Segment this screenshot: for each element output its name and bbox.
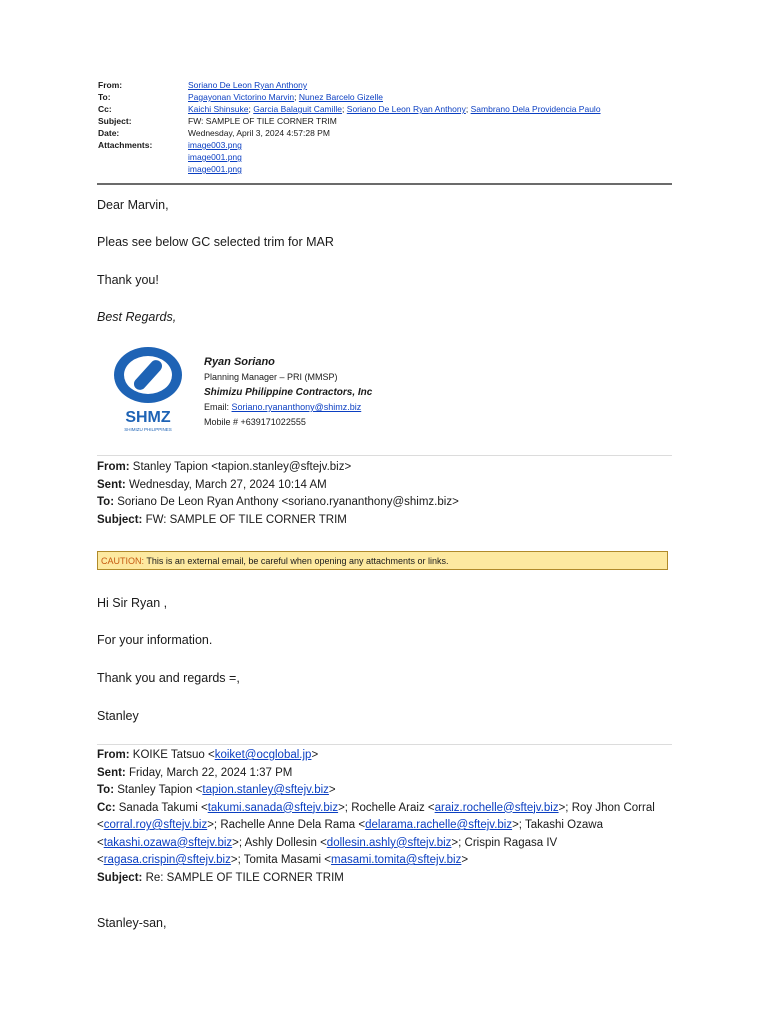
header-from-row <box>98 79 601 91</box>
cc-link-3[interactable]: Soriano De Leon Ryan Anthony <box>346 104 466 114</box>
signature-title: Planning Manager – PRI (MMSP) <box>204 372 338 382</box>
signature-name: Ryan Soriano <box>204 356 275 368</box>
cc-name: Sanada Takumi <box>118 801 198 814</box>
header-cc-row: Cc: Kaichi Shinsuke; Garcia Balaguit Camille; Soriano De Leon Ryan Anthony; Sambrano Dela Providencia Paulo <box>98 104 601 114</box>
logo-subtext: SHIMIZU PHILIPPINES <box>124 427 172 432</box>
fwd2-subject: Re: SAMPLE OF TILE CORNER TRIM <box>145 871 344 884</box>
cc-email-link[interactable]: masami.tomita@sftejv.biz <box>331 854 462 866</box>
fwd1-sent-label: Sent: <box>97 478 126 491</box>
header-subject-row <box>98 115 601 127</box>
greeting-text-2: Hi Sir Ryan , <box>97 596 168 610</box>
cc-name: Rochelle Araiz <box>351 801 425 814</box>
regards-text: Best Regards, <box>97 310 177 324</box>
forward-header-1 <box>97 459 677 529</box>
fwd1-subject-label: Subject: <box>97 513 143 526</box>
header-attachments-row <box>98 139 601 175</box>
from-link[interactable]: Soriano De Leon Ryan Anthony <box>188 80 308 90</box>
cc-label: Cc: <box>98 104 112 114</box>
fwd2-to-label: To: <box>97 784 115 796</box>
thanks-text: Thank you! <box>97 273 159 287</box>
attachments-label: Attachments: <box>98 140 153 150</box>
cc-name: Ashly Dollesin <box>244 836 317 849</box>
fwd2-from-name: KOIKE Tatsuo < <box>132 749 215 761</box>
signature-block <box>108 345 508 435</box>
date-label: Date: <box>98 128 120 138</box>
fwd2-subject-label: Subject: <box>97 871 143 884</box>
signature-email-link[interactable]: Soriano.ryananthony@shimz.biz <box>231 402 362 412</box>
fwd2-sent: Friday, March 22, 2024 1:37 PM <box>128 766 293 779</box>
fwd1-to: Soriano De Leon Ryan Anthony <soriano.ryananthony@shimz.biz> <box>117 496 459 508</box>
signature-text <box>204 355 372 430</box>
thanks-text-2: Thank you and regards =, <box>97 671 240 685</box>
fwd2-cc: Cc: Sanada Takumi <takumi.sanada@sftejv.biz>; Rochelle Araiz <araiz.rochelle@sftejv.biz>; Roy Jhon Corral <corral.roy@sftejv.biz>; Rachelle Anne Dela Rama <delarama.rachelle@sftejv.biz>; Takashi Ozawa <takashi.ozawa@sftejv.biz>; Ashly Dollesin <dollesin.ashly@sftejv.biz>; Crispin Ragasa IV <ragasa.crispin@sftejv.biz>; Tomita Masami <masami.tomita@sftejv.biz> <box>97 801 655 866</box>
header-date-row <box>98 127 601 139</box>
signature-mobile: Mobile # +639171022555 <box>204 417 306 427</box>
fwd2-to-name: Stanley Tapion < <box>117 784 203 796</box>
cc-email-link[interactable]: corral.roy@sftejv.biz <box>103 819 208 831</box>
subject-label: Subject: <box>98 116 132 126</box>
cc-email-link[interactable]: takumi.sanada@sftejv.biz <box>207 801 339 814</box>
caution-banner <box>97 551 668 570</box>
divider-1 <box>97 455 672 456</box>
cc-email-link[interactable]: araiz.rochelle@sftejv.biz <box>434 801 559 814</box>
header-to-row: To: Pagayonan Victorino Marvin; Nunez Barcelo Gizelle <box>98 92 383 102</box>
greeting-text-3: Stanley-san, <box>97 916 167 930</box>
to-link-2[interactable]: Nunez Barcelo Gizelle <box>298 92 383 102</box>
cc-name: Rachelle Anne Dela Rama <box>220 819 356 831</box>
fwd2-to-email[interactable]: tapion.stanley@sftejv.biz <box>202 784 329 796</box>
forward-header-2: From: KOIKE Tatsuo <koiket@ocglobal.jp> Sent: Friday, March 22, 2024 1:37 PM To: Stanley Tapion <tapion.stanley@sftejv.biz> Cc: Sanada Takumi <takumi.sanada@sftejv.biz>; Rochelle Araiz <araiz.rochelle@sftejv.biz>; Roy Jhon Corral <corral.roy@sftejv.biz>; Rachelle Anne Dela Rama <delarama.rachelle@sftejv.biz>; Takashi Ozawa <takashi.ozawa@sftejv.biz>; Ashly Dollesin <dollesin.ashly@sftejv.biz>; Crispin Ragasa IV <ragasa.crispin@sftejv.biz>; Tomita Masami <masami.tomita@sftejv.biz> Subject: Re: SAMPLE OF TILE CORNER TRIM <box>97 747 677 887</box>
cc-name: Takashi Ozawa <box>525 819 603 831</box>
attachment-link-1[interactable]: image003.png <box>188 140 242 150</box>
body-line-2: For your information. <box>97 633 213 647</box>
header-divider <box>97 183 672 185</box>
cc-name: Crispin Ragasa IV <box>464 836 558 849</box>
divider-2 <box>97 744 672 745</box>
cc-email-link[interactable]: delarama.rachelle@sftejv.biz <box>365 819 513 831</box>
signature-company: Shimizu Philippine Contractors, Inc <box>204 387 373 398</box>
fwd2-sent-label: Sent: <box>97 766 126 779</box>
attachment-link-3[interactable]: image001.png <box>188 164 242 174</box>
fwd2-from-label: From: <box>97 749 130 761</box>
fwd2-from-email[interactable]: koiket@ocglobal.jp <box>214 749 312 761</box>
cc-name: Tomita Masami <box>243 854 322 866</box>
cc-link-4[interactable]: Sambrano Dela Providencia Paulo <box>470 104 601 114</box>
cc-link-1[interactable]: Kaichi Shinsuke <box>188 104 249 114</box>
signature-email-label: Email: <box>204 402 230 412</box>
fwd1-from: Stanley Tapion <tapion.stanley@sftejv.biz> <box>132 461 352 473</box>
cc-email-link[interactable]: dollesin.ashly@sftejv.biz <box>326 836 452 849</box>
fwd1-from-label: From: <box>97 461 130 473</box>
to-link-1[interactable]: Pagayonan Victorino Marvin <box>188 92 295 102</box>
cc-name: Roy Jhon Corral <box>571 801 655 814</box>
attachment-link-2[interactable]: image001.png <box>188 152 242 162</box>
greeting-text: Dear Marvin, <box>97 198 169 212</box>
date-value: Wednesday, April 3, 2024 4:57:28 PM <box>188 128 330 138</box>
cc-email-link[interactable]: ragasa.crispin@sftejv.biz <box>103 854 231 866</box>
fwd1-subject: FW: SAMPLE OF TILE CORNER TRIM <box>145 513 347 526</box>
caution-label: CAUTION: <box>101 556 145 566</box>
from-label: From: <box>98 80 123 90</box>
logo-text: SHMZ <box>125 409 171 426</box>
subject-value: FW: SAMPLE OF TILE CORNER TRIM <box>188 116 337 126</box>
to-label: To: <box>98 92 111 102</box>
fwd1-to-label: To: <box>97 496 115 508</box>
cc-email-link[interactable]: takashi.ozawa@sftejv.biz <box>103 836 233 849</box>
caution-text: This is an external email, be careful when opening any attachments or links. <box>146 556 449 566</box>
sender-name: Stanley <box>97 709 139 723</box>
cc-link-2[interactable]: Garcia Balaguit Camille <box>253 104 343 114</box>
body-line: Pleas see below GC selected trim for MAR <box>97 235 334 249</box>
fwd2-cc-label: Cc: <box>97 801 116 814</box>
fwd1-sent: Wednesday, March 27, 2024 10:14 AM <box>128 478 327 491</box>
shimizu-logo-icon <box>108 345 188 433</box>
email-header <box>98 79 601 175</box>
